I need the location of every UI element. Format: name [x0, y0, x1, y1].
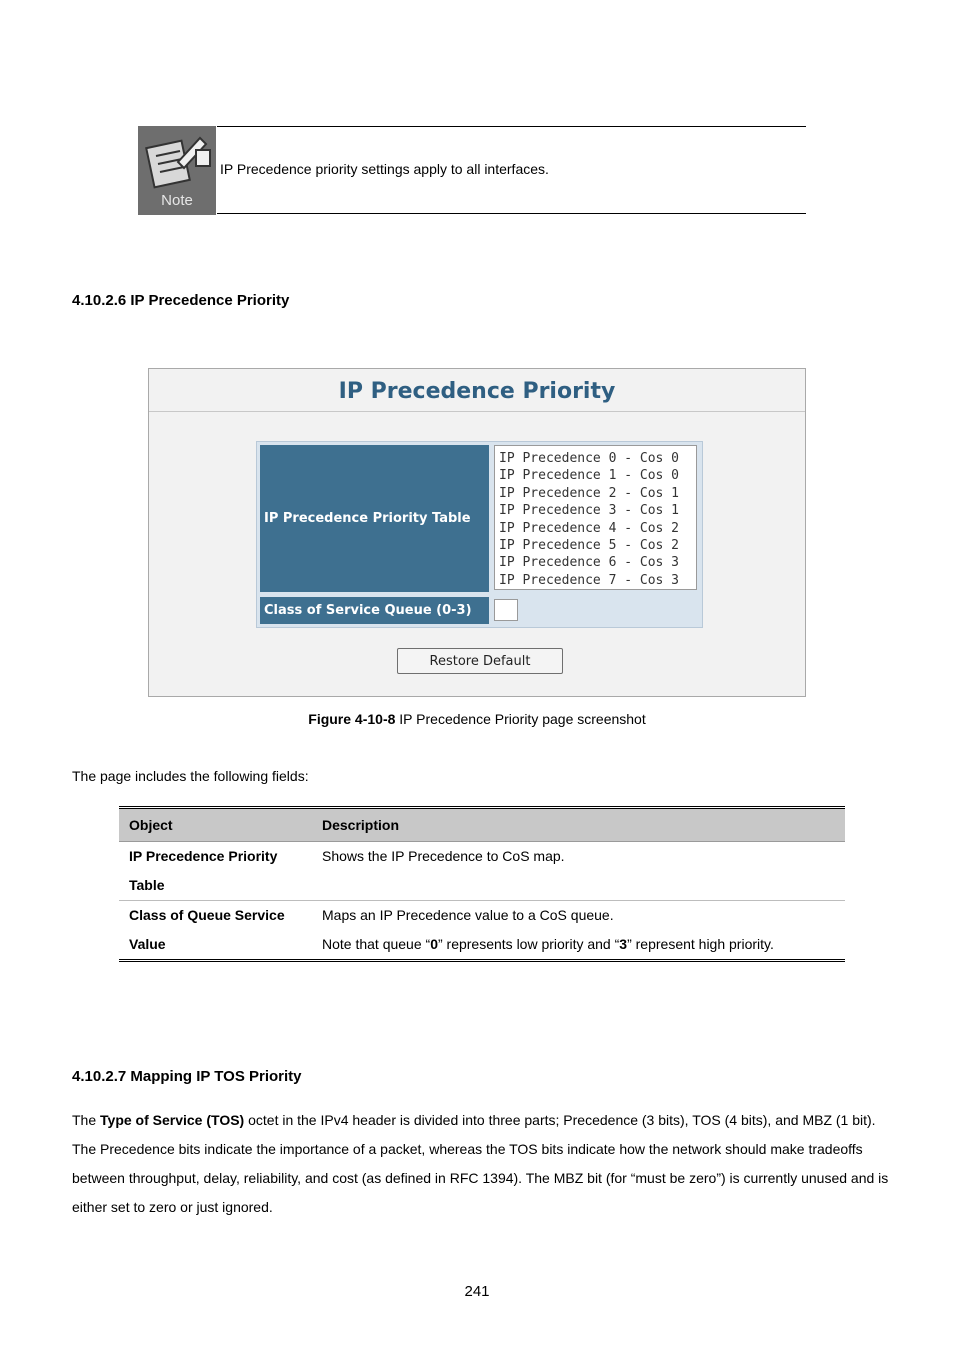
description-line: Maps an IP Precedence value to a CoS queue. — [322, 907, 614, 923]
fields-table — [119, 806, 845, 962]
section-heading-tos: 4.10.2.7 Mapping IP TOS Priority — [72, 1068, 302, 1085]
cos-queue-input[interactable] — [494, 599, 518, 621]
object-line: Value — [129, 936, 166, 952]
tos-term: Type of Service (TOS) — [100, 1112, 245, 1128]
panel-title: IP Precedence Priority — [338, 379, 616, 404]
table-bottom-rule — [119, 959, 845, 962]
description-line: Shows the IP Precedence to CoS map. — [322, 848, 565, 864]
description-cell — [312, 901, 845, 960]
note-label: Note — [161, 192, 193, 209]
header-description: Description — [312, 809, 845, 842]
page-number: 241 — [464, 1283, 490, 1300]
tos-paragraph: The Type of Service (TOS) octet in the IPv4 header is divided into three parts; Precedence (3 bits), TOS (4 bits), and MBZ (1 bit). The Precedence bits indicate the importance of a packet, whereas the TOS bits indicate how the network should make tradeoffs between throughput, delay, reliability, and cost (as defined in RFC 1394). The MBZ bit (for “must be zero”) is currently unused and is either set to zero or just ignored. — [72, 1112, 889, 1215]
object-cell — [119, 901, 312, 960]
section-heading-ip-precedence: 4.10.2.6 IP Precedence Priority — [72, 292, 290, 309]
listbox-item[interactable]: IP Precedence 6 - Cos 3 — [499, 555, 680, 571]
listbox-item[interactable]: IP Precedence 5 - Cos 2 — [499, 537, 680, 553]
precedence-listbox[interactable] — [494, 445, 697, 590]
listbox-item[interactable]: IP Precedence 4 - Cos 2 — [499, 520, 680, 536]
listbox-item[interactable]: IP Precedence 2 - Cos 1 — [499, 485, 680, 501]
note-bottom-rule — [217, 213, 806, 214]
cos-queue-label: Class of Service Queue (0-3) — [260, 597, 489, 624]
listbox-item[interactable]: IP Precedence 1 - Cos 0 — [499, 468, 680, 484]
note-icon — [138, 126, 216, 215]
config-table — [256, 441, 703, 628]
notepad-pencil-icon — [138, 126, 216, 192]
caption-figure-number: Figure 4-10-8 — [308, 711, 396, 727]
object-cell — [119, 842, 312, 901]
header-object: Object — [119, 809, 312, 842]
figure-caption — [0, 711, 954, 727]
panel-title-rule — [149, 411, 805, 412]
table-row — [119, 901, 845, 960]
ip-precedence-screenshot — [148, 368, 806, 697]
note-text: IP Precedence priority settings apply to all interfaces. — [220, 161, 549, 177]
object-line: Class of Queue Service — [129, 907, 285, 923]
description-line: Note that queue “0” represents low priority and “3” represent high priority. — [322, 936, 774, 952]
table-row — [119, 842, 845, 901]
restore-default-button[interactable]: Restore Default — [397, 648, 563, 674]
fields-intro: The page includes the following fields: — [72, 768, 309, 784]
listbox-item[interactable]: IP Precedence 3 - Cos 1 — [499, 503, 680, 519]
note-top-rule — [217, 126, 806, 127]
object-line: IP Precedence Priority — [129, 848, 278, 864]
object-line: Table — [129, 877, 165, 893]
precedence-table-label: IP Precedence Priority Table — [260, 445, 489, 592]
listbox-item[interactable]: IP Precedence 0 - Cos 0 — [499, 451, 680, 466]
description-cell — [312, 842, 845, 901]
listbox-item[interactable]: IP Precedence 7 - Cos 3 — [499, 572, 680, 588]
caption-text: IP Precedence Priority page screenshot — [395, 711, 646, 727]
